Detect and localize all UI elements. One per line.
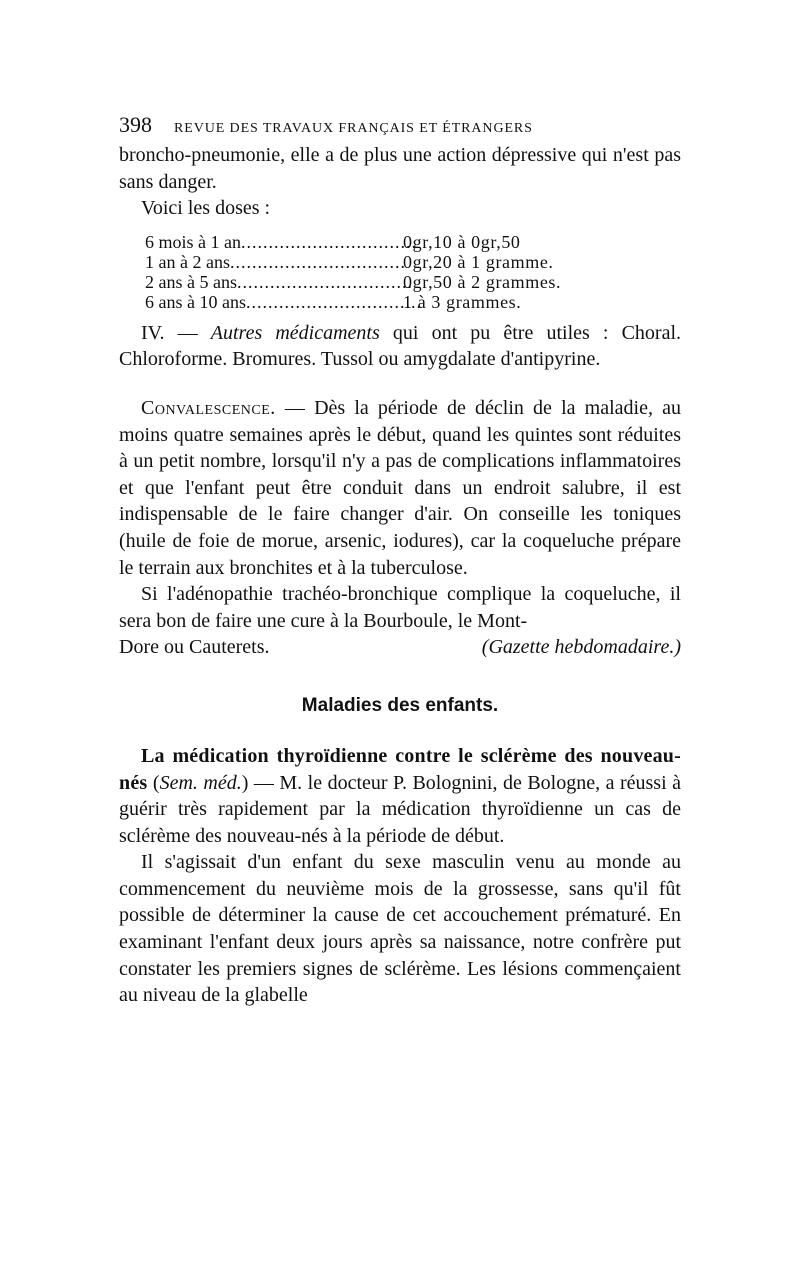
article-lead: La médication thyroïdienne contre le sclérème des nouveau-nés: [119, 744, 681, 794]
dose-row: [145, 232, 681, 252]
page-header: [119, 112, 681, 142]
section-title: Maladies des enfants.: [301, 694, 499, 716]
dose-age: 6 mois à 1 an................................: [145, 231, 417, 252]
source-citation: (Gazette hebdomadaire.): [481, 636, 681, 659]
dose-amount: 0gr,20 à 1 gramme.: [403, 251, 554, 272]
section-iv-text: qui ont pu être utiles : Choral. Chloroforme. Bromures. Tussol ou amygdalate d'antipyrine.: [119, 321, 682, 371]
dose-age: 6 ans à 10 ans................................: [145, 291, 422, 312]
article-source: Sem. méd.: [159, 771, 242, 794]
dose-age: 2 ans à 5 ans................................: [145, 271, 413, 292]
dose-table: [145, 232, 681, 312]
running-title: REVUE DES TRAVAUX FRANÇAIS ET ÉTRANGERS: [174, 121, 533, 136]
paragraph-other-medications: [119, 320, 681, 373]
dose-amount: 1 à 3 grammes.: [403, 291, 522, 312]
dose-amount: 0gr,50 à 2 grammes.: [403, 271, 562, 292]
article-text: — M. le docteur P. Bolognini, de Bologne, a réussi à guérir très rapidement par la médication thyroïdienne un cas de sclérème des nouveau-nés à la période de début.: [119, 771, 682, 847]
paragraph-article-case: Il s'agissait d'un enfant du sexe masculin venu au monde au commencement du neuvième mois de la grossesse, sans qu'il fût possible de déterminer la cause de cet accouchement prématuré. En examinant l'enfant deux jours après sa naissance, notre confrère put constater les premiers signes de sclérème. Les lésions commençaient au niveau de la glabelle: [119, 851, 681, 1007]
dose-row: [145, 292, 681, 312]
document-page: [119, 112, 681, 1009]
dose-age: 1 an à 2 ans................................: [145, 251, 406, 272]
convalescence-text: — Dès la période de déclin de la maladie, au moins quatre semaines après le début, quand les quintes sont réduites à un petit nombre, lorsqu'il n'y a pas de complications inflammatoires et que l'enfant peut être conduit dans un endroit salubre, il est indispensable de le faire changer d'air. On conseille les toniques (huile de foie de morue, arsenic, iodures), car la coqueluche prépare le terrain aux bronchites et à la tuberculose.: [119, 396, 681, 579]
dose-row: [145, 252, 681, 272]
paragraph-adenopathy-end: Dore ou Cauterets.: [119, 636, 270, 659]
paragraph-doses-intro: Voici les doses :: [141, 197, 271, 220]
paragraph-convalescence: [119, 395, 681, 581]
convalescence-lead: Convalescence.: [141, 396, 276, 419]
paragraph-adenopathy: Si l'adénopathie trachéo-bronchique complique la coqueluche, il sera bon de faire une cure à la Bourboule, le Mont-: [119, 583, 681, 632]
page-number: 398: [119, 112, 152, 137]
attribution-line: [119, 634, 681, 661]
section-iv-title: Autres médicaments: [210, 321, 380, 344]
paragraph-article-intro: La médication thyroïdienne contre le sclérème des nouveau-nés (Sem. méd.) — M. le docteur P. Bolognini, de Bologne, a réussi à guérir très rapidement par la médication thyroïdienne un cas de sclérème des nouveau-nés à la période de début.: [119, 744, 682, 847]
dose-amount: 0gr,10 à 0gr,50: [403, 231, 521, 252]
paragraph-continuation: broncho-pneumonie, elle a de plus une action dépressive qui n'est pas sans danger.: [119, 144, 681, 193]
dose-row: [145, 272, 681, 292]
section-number: IV. —: [141, 321, 211, 344]
